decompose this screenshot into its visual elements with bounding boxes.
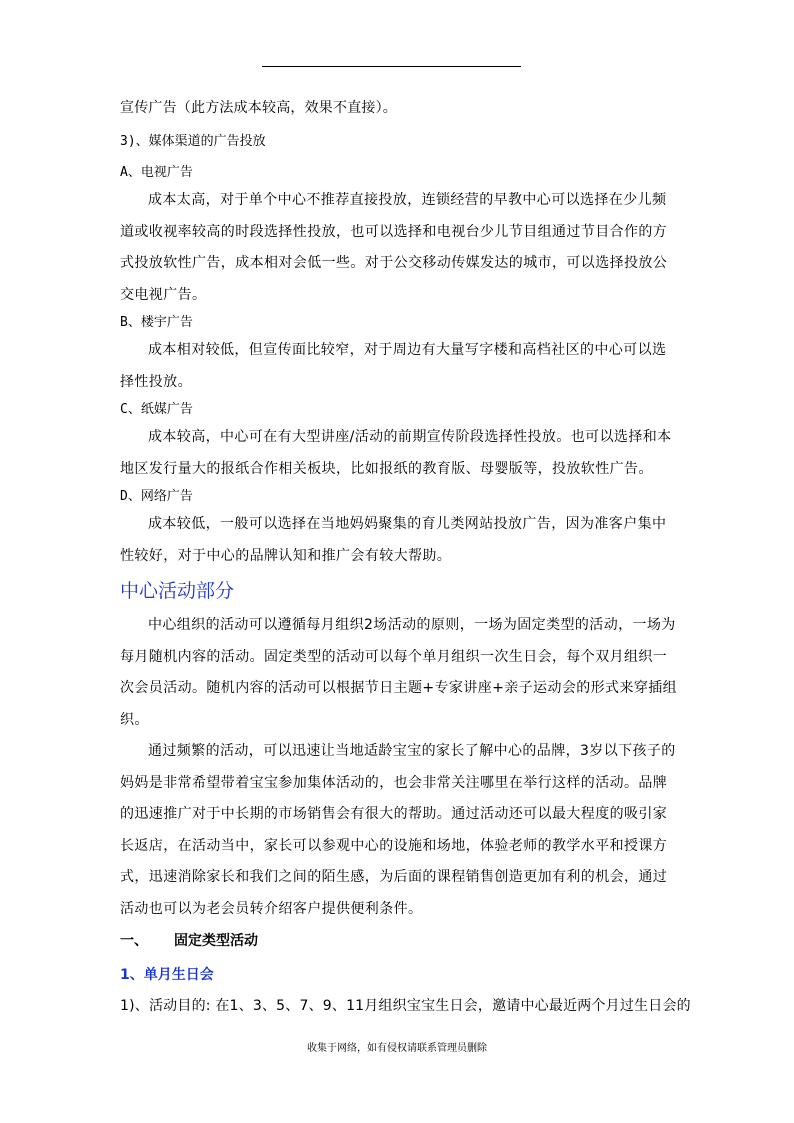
heading-number: 一、 bbox=[120, 933, 148, 949]
label-tv-ads: A、电视广告 bbox=[120, 165, 193, 180]
text-line: 宣传广告（此方法成本较高，效果不直接）。 bbox=[120, 100, 397, 116]
paragraph-building-ads: 成本相对较低，但宣传面比较窄，对于周边有大量写字楼和高档社区的中心可以选择性投放。 bbox=[120, 342, 667, 390]
footer-note: 收集于网络，如有侵权请联系管理员删除 bbox=[307, 1043, 487, 1054]
label-building-ads: B、楼宇广告 bbox=[120, 315, 193, 330]
paragraph-activity-benefits: 通过频繁的活动，可以迅速让当地适龄宝宝的家长了解中心的品牌，3岁以下孩子的妈妈是非常希望带着宝宝参加集体活动的，也会非常关注哪里在举行这样的活动。品牌的迅速推广对于中长期的市场销售会有很大的帮助。通过活动还可以最大程度的吸引家长返店，在活动当中，家长可以参观中心的设施和场地，体验老师的教学水平和授课方式，迅速消除家长和我们之间的陌生感，为后面的课程销售创造更加有利的机会，通过活动也可以为老会员转介绍客户提供便利条件。 bbox=[120, 743, 676, 917]
document-body bbox=[120, 99, 691, 1016]
heading-fixed-activities bbox=[120, 931, 680, 951]
paragraph-print-ads: 成本较高，中心可在有大型讲座/活动的前期宣传阶段选择性投放。也可以选择和本地区发行量大的报纸合作相关板块，比如报纸的教育版、母婴版等，投放软性广告。 bbox=[120, 429, 672, 477]
heading-text: 固定类型活动 bbox=[174, 933, 258, 949]
paragraph-web-ads: 成本较低，一般可以选择在当地妈妈聚集的育儿类网站投放广告，因为准客户集中性较好，对于中心的品牌认知和推广会有较大帮助。 bbox=[120, 516, 667, 564]
activity-purpose-line: 1)、活动目的: 在1、3、5、7、9、11月组织宝宝生日会，邀请中心最近两个月过生日会的 bbox=[120, 998, 691, 1014]
subheading-media-ads: 3)、媒体渠道的广告投放 bbox=[120, 134, 266, 149]
heading-birthday-party: 1、单月生日会 bbox=[120, 967, 214, 983]
header-rule bbox=[262, 66, 521, 67]
label-web-ads: D、网络广告 bbox=[120, 489, 193, 504]
section-title: 中心活动部分 bbox=[120, 580, 235, 602]
paragraph-activity-principle: 中心组织的活动可以遵循每月组织2场活动的原则，一场为固定类型的活动，一场为每月随机内容的活动。固定类型的活动可以每个单月组织一次生日会，每个双月组织一次会员活动。随机内容的活动可以根据节日主题+专家讲座+亲子运动会的形式来穿插组织。 bbox=[120, 617, 678, 728]
label-print-ads: C、纸媒广告 bbox=[120, 402, 193, 417]
paragraph-tv-ads: 成本太高，对于单个中心不推荐直接投放，连锁经营的早教中心可以选择在少儿频道或收视率较高的时段选择性投放，也可以选择和电视台少儿节目组通过节目合作的方式投放软性广告，成本相对会低一些。对于公交移动传媒发达的城市，可以选择投放公交电视广告。 bbox=[120, 192, 668, 303]
